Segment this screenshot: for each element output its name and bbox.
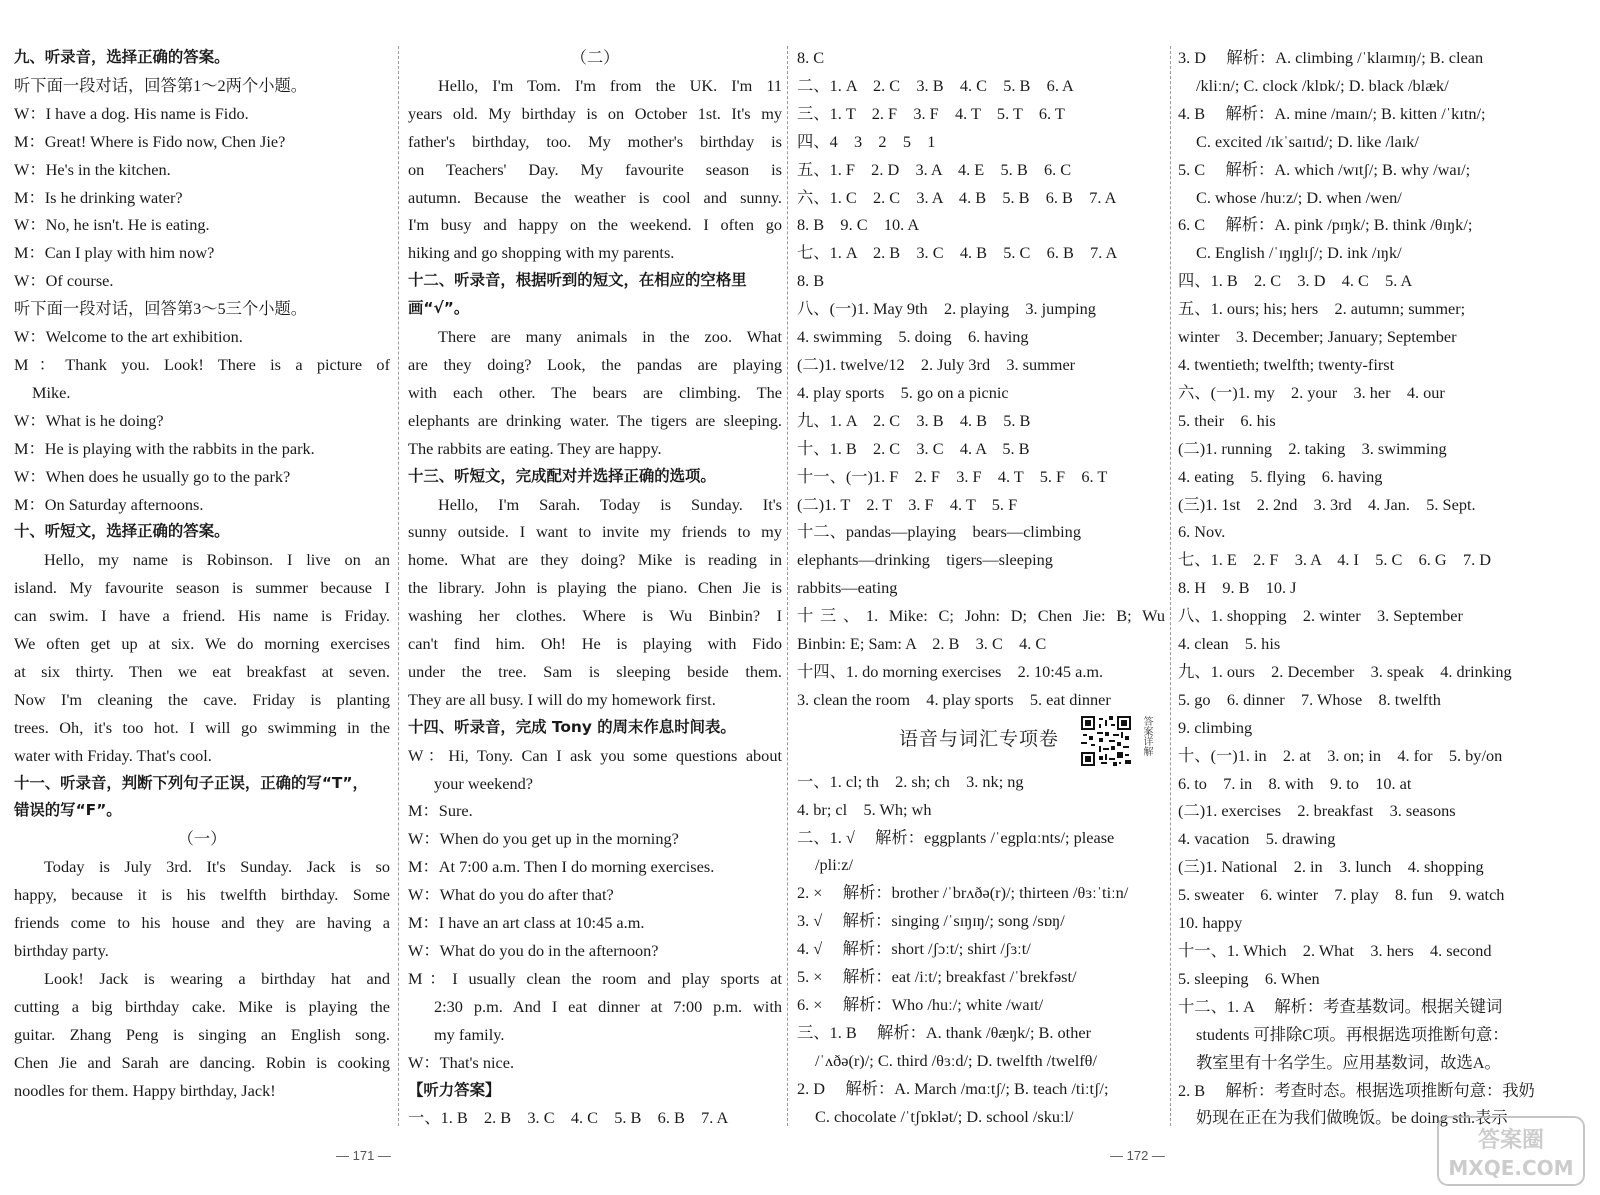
text-line: 五、1. ours; his; hers 2. autumn; summer; xyxy=(1178,299,1466,319)
text-line: father's birthday, too. My mother's birthday is xyxy=(408,131,782,151)
text-line: (二)1. exercises 2. breakfast 3. seasons xyxy=(1178,801,1456,821)
text-line: happy, because it is his twelfth birthday. Some xyxy=(14,885,390,905)
text-line: 3. √ 解析：singing /ˈsɪŋɪŋ/; song /sɒŋ/ xyxy=(797,911,1065,931)
column-1 xyxy=(14,44,390,1104)
text-line: 6. Nov. xyxy=(1178,522,1226,542)
svg-text:MXQE.COM: MXQE.COM xyxy=(1448,1156,1574,1180)
text-line: 8. C xyxy=(797,48,825,67)
text-line: 错误的写“F”。 xyxy=(14,801,122,820)
text-line: Binbin: E; Sam: A 2. B 3. C 4. C xyxy=(797,634,1047,654)
text-line: W：I have a dog. His name is Fido. xyxy=(14,103,249,123)
text-line: 3. D 解析：A. climbing /ˈklaɪmɪŋ/; B. clean xyxy=(1178,48,1484,67)
text-line: M：Great! Where is Fido now, Chen Jie? xyxy=(14,131,286,151)
text-line: M：I usually clean the room and play sports at xyxy=(408,968,782,988)
text-line: rabbits—eating xyxy=(797,578,898,598)
text-line: W：Of course. xyxy=(14,271,114,291)
text-line: (三)1. National 2. in 3. lunch 4. shopping xyxy=(1178,857,1484,877)
text-line: my family. xyxy=(434,1024,505,1044)
text-line: 5. C 解析：A. which /wɪtʃ/; B. why /waɪ/; xyxy=(1178,159,1471,179)
column-2 xyxy=(408,44,782,1132)
text-line: 【听力答案】 xyxy=(408,1080,501,1099)
text-line: 八、1. shopping 2. winter 3. September xyxy=(1178,606,1463,626)
text-line: （一） xyxy=(177,829,227,849)
text-line: 听下面一段对话，回答第3～5三个小题。 xyxy=(14,299,308,319)
watermark-logo xyxy=(1436,1115,1586,1187)
text-line: W：What do you do after that? xyxy=(408,885,614,905)
text-line: can swim. I have a friend. His name is Friday. xyxy=(14,606,390,626)
text-line: 画“√”。 xyxy=(408,299,470,318)
text-line: home. What are they doing? Mike is reading in xyxy=(408,550,782,570)
text-line: 九、听录音，选择正确的答案。 xyxy=(14,48,230,66)
text-line: M：He is playing with the rabbits in the park. xyxy=(14,438,315,458)
text-line: 4. play sports 5. go on a picnic xyxy=(797,382,1009,402)
special-section-title: 语音与词汇专项卷 xyxy=(899,728,1060,750)
text-line: 10. happy xyxy=(1178,913,1243,933)
column-3 xyxy=(797,44,1165,1131)
text-line: Hello, I'm Sarah. Today is Sunday. It's xyxy=(438,494,782,514)
text-line: elephants—drinking tigers—sleeping xyxy=(797,550,1053,570)
text-line: 2. × 解析：brother /ˈbrʌðə(r)/; thirteen /θɜːˈtiːn/ xyxy=(797,883,1129,903)
text-line: 5. their 6. his xyxy=(1178,410,1276,430)
text-line: M：At 7:00 a.m. Then I do morning exercises. xyxy=(408,857,715,877)
text-line: 5. go 6. dinner 7. Whose 8. twelfth xyxy=(1178,689,1441,709)
text-line: Look! Jack is wearing a birthday hat and xyxy=(44,968,390,988)
text-line: can't find him. Oh! He is playing with Fido xyxy=(408,634,782,654)
text-line: Mike. xyxy=(32,382,71,402)
text-line: 听下面一段对话，回答第1～2两个小题。 xyxy=(14,75,308,95)
text-line: 九、1. ours 2. December 3. speak 4. drinking xyxy=(1178,661,1512,681)
text-line: W：That's nice. xyxy=(408,1052,515,1072)
text-line: M：Is he drinking water? xyxy=(14,187,183,207)
text-line: 8. B xyxy=(797,271,825,291)
text-line: 4. √ 解析：short /ʃɔːt/; shirt /ʃɜːt/ xyxy=(797,939,1031,959)
text-line: 十、(一)1. in 2. at 3. on; in 4. for 5. by/on xyxy=(1178,745,1503,765)
text-line: Chen Jie and Sarah are dancing. Robin is cooking xyxy=(14,1052,390,1072)
text-line: 一、1. cl; th 2. sh; ch 3. nk; ng xyxy=(797,771,1024,791)
text-line: are they doing? Look, the pandas are playing xyxy=(408,354,782,374)
page-number-right: — 172 — xyxy=(1110,1148,1165,1163)
text-line: cutting a big birthday cake. Mike is playing the xyxy=(14,996,390,1016)
text-line: 二、1. A 2. C 3. B 4. C 5. B 6. A xyxy=(797,75,1074,95)
text-line: 十、听短文，选择正确的答案。 xyxy=(14,522,230,541)
text-line: /ˈʌðə(r)/; C. third /θɜːd/; D. twelfth /twelfθ/ xyxy=(815,1050,1097,1070)
text-line: Hello, I'm Tom. I'm from the UK. I'm 11 xyxy=(438,75,782,95)
text-line: (二)1. running 2. taking 3. swimming xyxy=(1178,438,1447,458)
text-line: elephants are drinking water. The tigers are sleeping. xyxy=(408,410,782,430)
text-line: Now I'm cleaning the cave. Friday is planting xyxy=(14,689,390,709)
text-line: (三)1. 1st 2. 2nd 3. 3rd 4. Jan. 5. Sept. xyxy=(1178,494,1476,514)
text-line: island. My favourite season is summer because I xyxy=(14,578,390,598)
text-line: （二） xyxy=(570,48,620,67)
text-line: 三、1. B 解析：A. thank /θæŋk/; B. other xyxy=(797,1022,1091,1042)
text-line: 十、1. B 2. C 3. C 4. A 5. B xyxy=(797,438,1030,458)
text-line: There are many animals in the zoo. What xyxy=(438,327,782,347)
text-line: C. English /ˈɪŋglɪʃ/; D. ink /ɪŋk/ xyxy=(1196,243,1402,263)
phonics-vocab-answers xyxy=(797,768,1165,1131)
text-line: /pliːz/ xyxy=(815,855,853,875)
text-line: 教室里有十名学生。应用基数词，故选A。 xyxy=(1196,1052,1501,1072)
text-line: your weekend? xyxy=(434,773,533,793)
text-line: autumn. Because the weather is cool and sunny. xyxy=(408,187,782,207)
text-line: 十二、pandas—playing bears—climbing xyxy=(797,522,1081,542)
text-line: W：No, he isn't. He is eating. xyxy=(14,215,210,235)
text-line: washing her clothes. Where is Wu Binbin? I xyxy=(408,606,782,626)
text-line: 八、(一)1. May 9th 2. playing 3. jumping xyxy=(797,299,1096,319)
text-line: birthday party. xyxy=(14,941,109,960)
text-line: 4. br; cl 5. Wh; wh xyxy=(797,799,932,819)
text-line: 4. vacation 5. drawing xyxy=(1178,829,1336,849)
svg-text:答案圈: 答案圈 xyxy=(1477,1128,1545,1153)
text-line: 8. H 9. B 10. J xyxy=(1178,578,1297,598)
text-line: 6. to 7. in 8. with 9. to 10. at xyxy=(1178,773,1412,793)
text-line: 三、1. T 2. F 3. F 4. T 5. T 6. T xyxy=(797,103,1065,123)
text-line: 四、4 3 2 5 1 xyxy=(797,131,936,151)
text-line: W：When do you get up in the morning? xyxy=(408,829,679,849)
text-line: 2:30 p.m. And I eat dinner at 7:00 p.m. with xyxy=(434,996,782,1016)
text-line: at six thirty. Then we eat breakfast at seven. xyxy=(14,661,390,681)
listening-answers xyxy=(797,44,1165,714)
text-line: 十一、听录音，判断下列句子正误，正确的写“T”， xyxy=(14,773,368,792)
text-line: C. chocolate /ˈtʃɒklət/; D. school /skuːl/ xyxy=(815,1106,1074,1126)
text-line: 七、1. A 2. B 3. C 4. B 5. C 6. B 7. A xyxy=(797,243,1118,263)
text-line: under the tree. Sam is sleeping beside them. xyxy=(408,661,782,681)
text-line: years old. My birthday is on October 1st. It's my xyxy=(408,103,782,123)
text-line: 3. clean the room 4. play sports 5. eat dinner xyxy=(797,689,1111,709)
text-line: 十二、听录音，根据听到的短文，在相应的空格里 xyxy=(408,271,747,290)
text-line: They are all busy. I will do my homework first. xyxy=(408,689,716,709)
text-line: water with Friday. That's cool. xyxy=(14,745,212,765)
text-line: M：I have an art class at 10:45 a.m. xyxy=(408,913,645,933)
special-section-header xyxy=(797,714,1165,768)
text-line: M：Can I play with him now? xyxy=(14,243,215,263)
text-line: 二、1. √ 解析：eggplants /ˈegplɑːnts/; please xyxy=(797,827,1115,847)
page-number-left: — 171 — xyxy=(336,1148,391,1163)
text-line: 8. B 9. C 10. A xyxy=(797,215,920,235)
text-line: 9. climbing xyxy=(1178,717,1253,737)
text-line: 5. × 解析：eat /iːt/; breakfast /ˈbrekfəst/ xyxy=(797,967,1077,987)
text-line: 十四、听录音，完成 Tony 的周末作息时间表。 xyxy=(408,717,736,736)
column-divider xyxy=(787,46,788,1126)
text-line: C. whose /huːz/; D. when /wen/ xyxy=(1196,187,1402,207)
text-line: W：When does he usually go to the park? xyxy=(14,466,291,486)
text-line: 十一、(一)1. F 2. F 3. F 4. T 5. F 6. T xyxy=(797,466,1108,486)
text-line: M：On Saturday afternoons. xyxy=(14,494,204,514)
text-line: W：What do you do in the afternoon? xyxy=(408,941,659,960)
text-line: I'm busy and happy on the weekend. I often go xyxy=(408,215,782,235)
text-line: 十二、1. A 解析：考查基数词。根据关键词 xyxy=(1178,996,1503,1016)
text-line: 奶现在正在为我们做晚饭。be doing sth.表示 xyxy=(1196,1108,1508,1128)
text-line: 一、1. B 2. B 3. C 4. C 5. B 6. B 7. A xyxy=(408,1108,729,1128)
text-line: W：Welcome to the art exhibition. xyxy=(14,327,243,347)
text-line: 4. eating 5. flying 6. having xyxy=(1178,466,1383,486)
text-line: 六、1. C 2. C 3. A 4. B 5. B 6. B 7. A xyxy=(797,187,1117,207)
text-line: M：Thank you. Look! There is a picture of xyxy=(14,354,390,374)
text-line: trees. Oh, it's too hot. I will go swimming in the xyxy=(14,717,390,737)
text-line: 4. swimming 5. doing 6. having xyxy=(797,327,1029,347)
text-line: 5. sweater 6. winter 7. play 8. fun 9. watch xyxy=(1178,885,1505,905)
text-line: Hello, my name is Robinson. I live on an xyxy=(44,550,390,570)
qr-code-icon[interactable] xyxy=(1081,716,1131,766)
text-line: M：Sure. xyxy=(408,801,473,821)
text-line: 七、1. E 2. F 3. A 4. I 5. C 6. G 7. D xyxy=(1178,550,1491,570)
text-line: 4. twentieth; twelfth; twenty-first xyxy=(1178,354,1395,374)
text-line: 6. × 解析：Who /huː/; white /waɪt/ xyxy=(797,995,1044,1014)
text-line: sunny outside. I want to invite my friends to my xyxy=(408,522,782,542)
text-line: 九、1. A 2. C 3. B 4. B 5. B xyxy=(797,410,1031,430)
text-line: We often get up at six. We do morning exercises xyxy=(14,634,390,654)
text-line: 五、1. F 2. D 3. A 4. E 5. B 6. C xyxy=(797,159,1072,179)
text-line: guitar. Zhang Peng is singing an English song. xyxy=(14,1024,390,1044)
text-line: 4. B 解析：A. mine /maɪn/; B. kitten /ˈkɪtn/; xyxy=(1178,103,1486,123)
text-line: 十三、听短文，完成配对并选择正确的选项。 xyxy=(408,466,716,485)
text-line: /kliːn/; C. clock /klɒk/; D. black /blæk/ xyxy=(1196,75,1449,95)
text-line: with each other. The bears are climbing. The xyxy=(408,382,782,402)
text-line: 5. sleeping 6. When xyxy=(1178,968,1320,988)
text-line: noodles for them. Happy birthday, Jack! xyxy=(14,1080,276,1100)
column-divider xyxy=(1170,46,1171,1126)
text-line: 6. C 解析：A. pink /pɪŋk/; B. think /θɪŋk/; xyxy=(1178,215,1473,235)
text-line: The rabbits are eating. They are happy. xyxy=(408,438,662,458)
text-line: hiking and go shopping with my parents. xyxy=(408,243,675,263)
text-line: (二)1. T 2. T 3. F 4. T 5. F xyxy=(797,494,1018,514)
text-line: 四、1. B 2. C 3. D 4. C 5. A xyxy=(1178,271,1413,291)
column-4 xyxy=(1178,44,1558,1132)
text-line: 4. clean 5. his xyxy=(1178,634,1281,654)
text-line: 十四、1. do morning exercises 2. 10:45 a.m. xyxy=(797,661,1104,681)
text-line: W：What is he doing? xyxy=(14,410,164,430)
text-line: friends come to his house and they are having a xyxy=(14,913,390,933)
text-line: 十三、1. Mike: C; John: D; Chen Jie: B; Wu xyxy=(797,606,1165,626)
text-line: 十一、1. Which 2. What 3. hers 4. second xyxy=(1178,941,1492,960)
text-line: W：Hi, Tony. Can I ask you some questions about xyxy=(408,745,782,765)
text-line: 2. B 解析：考查时态。根据选项推断句意：我奶 xyxy=(1178,1080,1535,1100)
text-line: W：He's in the kitchen. xyxy=(14,159,171,179)
text-line: students 可排除C项。再根据选项推断句意： xyxy=(1196,1024,1509,1044)
text-line: on Teachers' Day. My favourite season is xyxy=(408,159,782,179)
text-line: C. excited /ɪkˈsaɪtɪd/; D. like /laɪk/ xyxy=(1196,131,1419,151)
text-line: the library. John is playing the piano. Chen Jie is xyxy=(408,578,782,598)
qr-caption: 答案详解 xyxy=(1141,715,1152,756)
column-divider xyxy=(398,46,399,1126)
text-line: 六、(一)1. my 2. your 3. her 4. our xyxy=(1178,382,1445,402)
text-line: Today is July 3rd. It's Sunday. Jack is so xyxy=(44,857,390,877)
text-line: winter 3. December; January; September xyxy=(1178,327,1457,347)
text-line: (二)1. twelve/12 2. July 3rd 3. summer xyxy=(797,354,1076,374)
text-line: 2. D 解析：A. March /mɑːtʃ/; B. teach /tiːtʃ/; xyxy=(797,1078,1109,1098)
